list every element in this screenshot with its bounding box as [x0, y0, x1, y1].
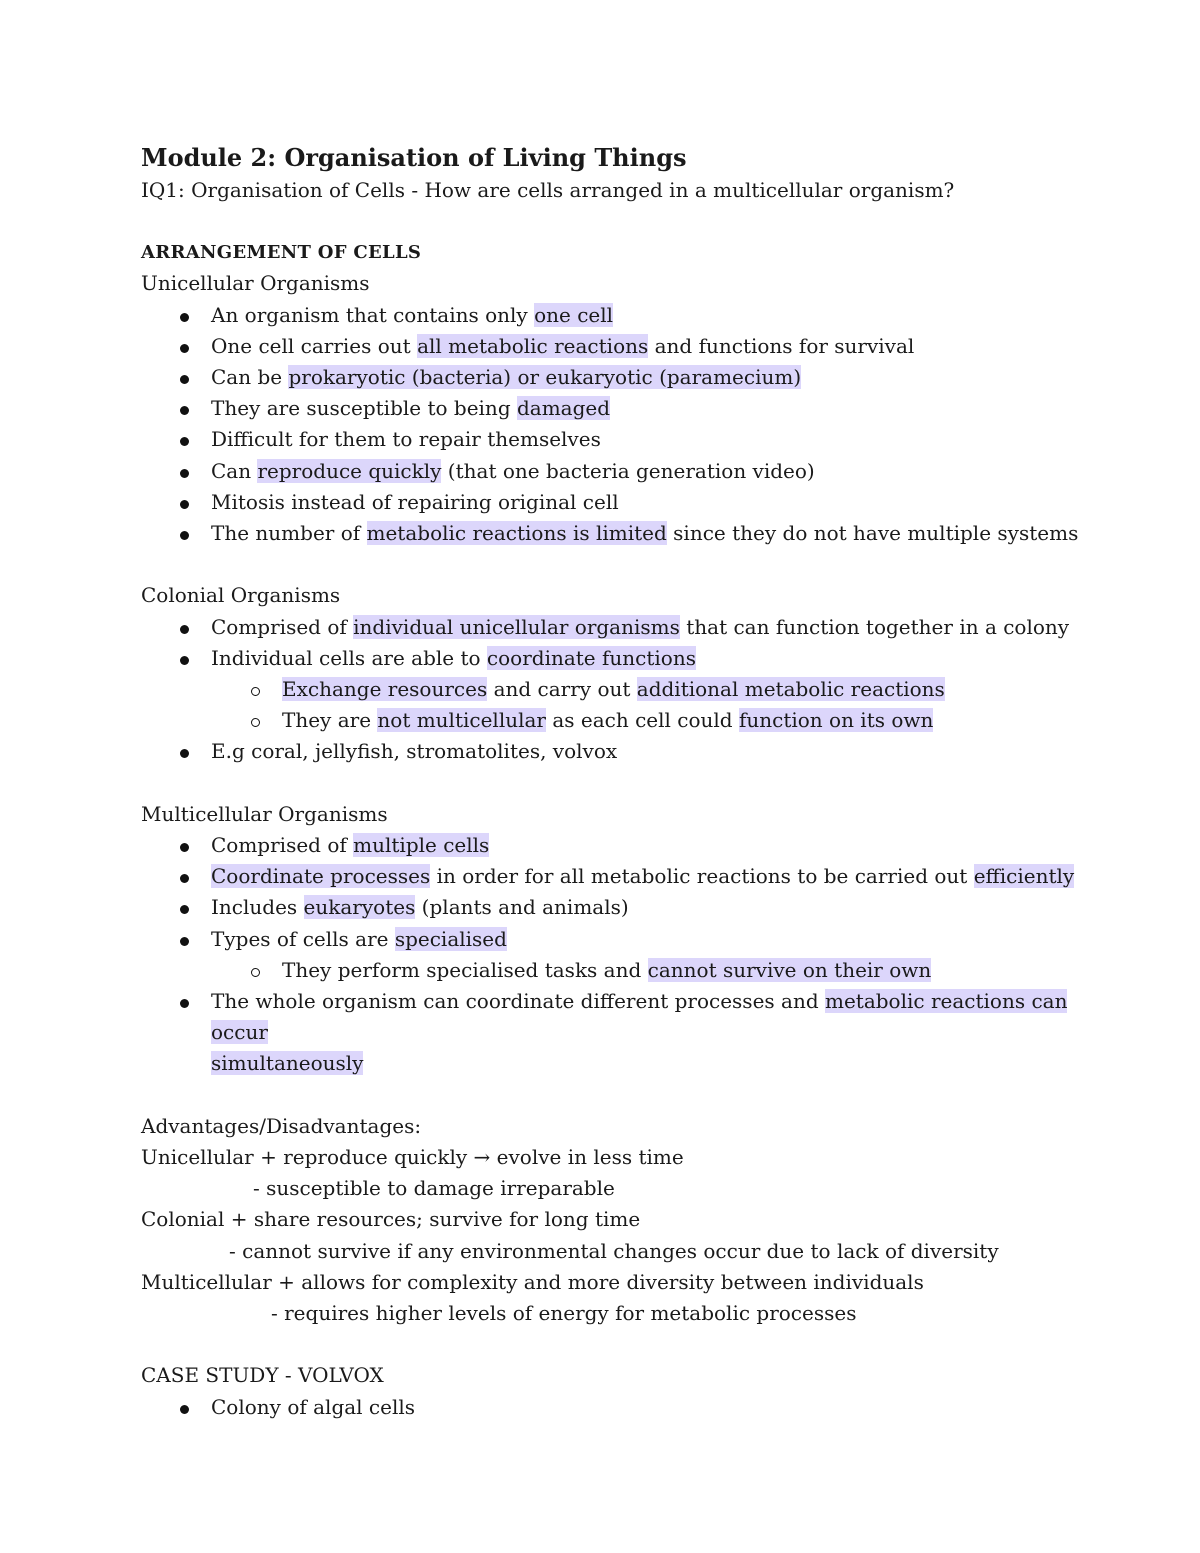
colonial-heading: Colonial Organisms: [141, 583, 341, 608]
list-item: Can reproduce quickly (that one bacteria generation video): [211, 456, 1081, 487]
highlight: Coordinate processes: [211, 864, 431, 889]
multicellular-heading: Multicellular Organisms: [141, 801, 388, 826]
highlight: coordinate functions: [486, 645, 696, 670]
case-study-heading: CASE STUDY - VOLVOX: [141, 1363, 384, 1388]
list-item: Coordinate processes in order for all metabolic reactions to be carried out efficiently: [211, 861, 1081, 892]
unicellular-heading: Unicellular Organisms: [141, 271, 370, 296]
highlight: one cell: [534, 302, 614, 327]
unicellular-advantage: Unicellular + reproduce quickly → evolve in less time: [141, 1145, 684, 1170]
inquiry-question: IQ1: Organisation of Cells - How are cells arranged in a multicellular organism?: [141, 178, 955, 202]
highlight: simultaneously: [211, 1051, 364, 1076]
section-heading: ARRANGEMENT OF CELLS: [141, 242, 422, 264]
highlight: reproduce quickly: [257, 458, 442, 483]
sub-list-item: Exchange resources and carry out additional metabolic reactions: [282, 674, 1081, 705]
multicellular-list: [141, 830, 1081, 1080]
list-item: The number of metabolic reactions is limited since they do not have multiple systems: [211, 518, 1081, 549]
advantages-heading: Advantages/Disadvantages:: [141, 1113, 422, 1138]
highlight: Exchange resources: [282, 677, 488, 702]
unicellular-list: [141, 300, 1081, 550]
colonial-advantage: Colonial + share resources; survive for long time: [141, 1207, 641, 1232]
spacer: [141, 1329, 1081, 1360]
highlight: additional metabolic reactions: [636, 677, 945, 702]
highlight: function on its own: [738, 708, 934, 733]
highlight: multiple cells: [353, 833, 490, 858]
list-item: Comprised of individual unicellular organisms that can function together in a colony: [211, 612, 1081, 643]
list-item: Colony of algal cells: [211, 1392, 1081, 1423]
spacer: [141, 206, 1081, 237]
list-item: The whole organism can coordinate different processes and metabolic reactions can occur simultaneously: [211, 986, 1081, 1080]
spacer: [141, 549, 1081, 580]
list-item: Mitosis instead of repairing original cell: [211, 487, 1081, 518]
list-item: E.g coral, jellyfish, stromatolites, volvox: [211, 736, 1081, 767]
case-study-list: [141, 1392, 1081, 1423]
spacer: [141, 1080, 1081, 1111]
list-item: Difficult for them to repair themselves: [211, 424, 1081, 455]
sub-list-item: They are not multicellular as each cell could function on its own: [282, 705, 1081, 736]
multicellular-advantage: Multicellular + allows for complexity and more diversity between individuals: [141, 1269, 924, 1294]
list-item: Comprised of multiple cells: [211, 830, 1081, 861]
sub-list: [211, 674, 1081, 736]
spacer: [141, 768, 1081, 799]
highlight: metabolic reactions is limited: [366, 521, 667, 546]
list-item: Types of cells are specialised They perform specialised tasks and cannot survive on their own: [211, 924, 1081, 986]
highlight: all metabolic reactions: [417, 333, 649, 358]
highlight: efficiently: [973, 864, 1075, 889]
page-title: Module 2: Organisation of Living Things: [141, 143, 687, 172]
list-item: Individual cells are able to coordinate functions Exchange resources and carry out additional metabolic reactions They are not multicellular as each cell could function on its own: [211, 643, 1081, 737]
highlight: prokaryotic (bacteria) or eukaryotic (paramecium): [288, 365, 802, 389]
highlight: not multicellular: [377, 708, 546, 733]
list-item: They are susceptible to being damaged: [211, 393, 1081, 424]
highlight: specialised: [394, 926, 507, 951]
colonial-list: [141, 612, 1081, 768]
list-item: Includes eukaryotes (plants and animals): [211, 892, 1081, 923]
list-item: Can be prokaryotic (bacteria) or eukaryotic (paramecium): [211, 362, 1081, 393]
highlight: metabolic reactions can occur: [211, 989, 1068, 1045]
list-item: One cell carries out all metabolic reactions and functions for survival: [211, 331, 1081, 362]
unicellular-disadvantage: - susceptible to damage irreparable: [253, 1176, 615, 1201]
highlight: damaged: [516, 396, 611, 421]
document-page: [141, 141, 1081, 1423]
sub-list: [211, 955, 1081, 986]
multicellular-disadvantage: - requires higher levels of energy for metabolic processes: [271, 1301, 857, 1326]
sub-list-item: They perform specialised tasks and cannot survive on their own: [282, 955, 1081, 986]
colonial-disadvantage: - cannot survive if any environmental changes occur due to lack of diversity: [229, 1238, 999, 1263]
highlight: eukaryotes: [303, 895, 416, 920]
list-item: An organism that contains only one cell: [211, 300, 1081, 331]
highlight: individual unicellular organisms: [353, 614, 680, 639]
highlight: cannot survive on their own: [647, 957, 932, 982]
